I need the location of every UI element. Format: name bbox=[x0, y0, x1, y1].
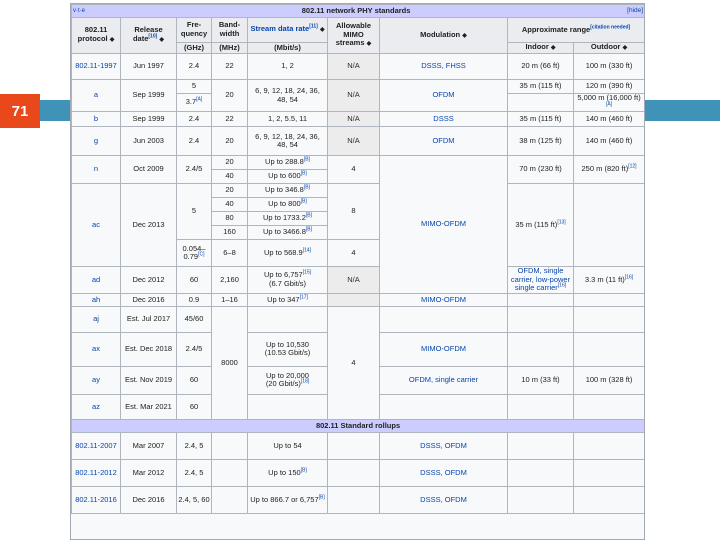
frequency-cell: 2.4, 5 bbox=[177, 459, 212, 486]
frequency-value: 3.7 bbox=[185, 97, 197, 107]
header-bandwidth-unit: (MHz) bbox=[212, 43, 248, 54]
rate-cell bbox=[248, 366, 328, 394]
rate-cell: 1, 2 bbox=[248, 54, 328, 80]
ref-link[interactable]: [B] bbox=[305, 226, 313, 233]
mimo-cell bbox=[328, 486, 380, 513]
header-outdoor-label: Outdoor bbox=[590, 42, 621, 52]
modulation-link[interactable]: DSSS, FHSS bbox=[421, 61, 466, 71]
protocol-link[interactable]: 802.11-2016 bbox=[72, 486, 121, 513]
header-range bbox=[508, 18, 645, 43]
rate-cell: 6, 9, 12, 18, 24, 36, 48, 54 bbox=[248, 127, 328, 156]
frequency-cell bbox=[177, 94, 212, 112]
table-row bbox=[72, 459, 645, 486]
protocol-link[interactable]: 802.11-1997 bbox=[72, 54, 121, 80]
release-cell: Oct 2009 bbox=[121, 156, 177, 184]
rate-value: Up to 6,757 bbox=[263, 270, 303, 280]
outdoor-cell bbox=[574, 306, 645, 332]
sort-icon[interactable]: ◆ bbox=[622, 45, 628, 52]
release-cell: Mar 2007 bbox=[121, 432, 177, 459]
frequency-cell: 60 bbox=[177, 366, 212, 394]
modulation-link[interactable]: MIMO-OFDM bbox=[421, 219, 466, 229]
rate-value: Up to 346.8 bbox=[265, 185, 304, 195]
table-row bbox=[72, 54, 645, 80]
outdoor-cell bbox=[574, 184, 645, 267]
release-cell: Dec 2016 bbox=[121, 293, 177, 306]
sort-icon[interactable]: ◆ bbox=[366, 41, 372, 48]
indoor-cell: 35 m (115 ft) bbox=[508, 80, 574, 94]
bandwidth-cell: 8000 bbox=[212, 306, 248, 419]
bandwidth-cell: 20 bbox=[212, 80, 248, 112]
indoor-value: 3.3 m (11 ft) bbox=[584, 274, 625, 284]
modulation-link[interactable]: OFDM bbox=[432, 90, 455, 100]
protocol-link[interactable]: 802.11-2012 bbox=[72, 459, 121, 486]
header-release-label: Release date bbox=[132, 25, 163, 43]
indoor-cell: 20 m (66 ft) bbox=[508, 54, 574, 80]
modulation-link[interactable]: MIMO-OFDM bbox=[421, 294, 466, 304]
outdoor-value: 250 m (820 ft) bbox=[581, 164, 629, 174]
indoor-value: 35 m (115 ft) bbox=[515, 219, 558, 229]
table-row bbox=[72, 156, 645, 170]
mimo-cell: 4 bbox=[328, 240, 380, 267]
rate-cell bbox=[248, 486, 328, 513]
rollups-title-row bbox=[72, 419, 645, 432]
ref-link[interactable]: [B] bbox=[300, 198, 307, 205]
header-frequency-unit: (GHz) bbox=[177, 43, 212, 54]
header-modulation[interactable] bbox=[380, 18, 508, 54]
ref-link[interactable]: [15] bbox=[302, 269, 312, 276]
rate-value: Up to 568.9 bbox=[263, 247, 303, 257]
rate-value: Up to 288.8 bbox=[265, 157, 304, 167]
outdoor-cell bbox=[574, 394, 645, 419]
modulation-cell bbox=[380, 112, 508, 127]
rate-value: Up to 347 bbox=[267, 294, 300, 304]
protocol-link[interactable]: n bbox=[72, 156, 121, 184]
bandwidth-cell bbox=[212, 432, 248, 459]
phy-standards-table bbox=[71, 4, 645, 514]
indoor-cell bbox=[508, 486, 574, 513]
protocol-link[interactable]: ay bbox=[72, 366, 121, 394]
modulation-link[interactable]: DSSS bbox=[433, 113, 454, 123]
protocol-link[interactable]: az bbox=[72, 394, 121, 419]
frequency-cell: 2.4, 5 bbox=[177, 432, 212, 459]
bandwidth-cell: 40 bbox=[212, 170, 248, 184]
citation-needed-link[interactable]: [citation needed] bbox=[590, 24, 631, 31]
frequency-cell: 2.4 bbox=[177, 127, 212, 156]
modulation-cell bbox=[380, 306, 508, 332]
mimo-cell bbox=[328, 432, 380, 459]
outdoor-cell bbox=[574, 432, 645, 459]
ref-link[interactable]: [A] bbox=[196, 96, 203, 103]
ref-link[interactable]: [16] bbox=[624, 274, 634, 281]
rate-cell bbox=[248, 459, 328, 486]
indoor-cell bbox=[508, 332, 574, 366]
rate-value: Up to 800 bbox=[268, 199, 301, 209]
mimo-cell: N/A bbox=[328, 127, 380, 156]
bandwidth-cell bbox=[212, 459, 248, 486]
rate-value: Up to 20,000 bbox=[266, 370, 309, 380]
modulation-link[interactable]: OFDM bbox=[432, 135, 455, 145]
release-cell: Jun 2003 bbox=[121, 127, 177, 156]
release-cell: Est. Mar 2021 bbox=[121, 394, 177, 419]
rollups-title: 802.11 Standard rollups bbox=[72, 419, 645, 432]
header-range-label: Approximate range bbox=[521, 24, 591, 34]
bandwidth-cell: 20 bbox=[212, 156, 248, 170]
release-cell: Jun 1997 bbox=[121, 54, 177, 80]
table-row bbox=[72, 112, 645, 127]
protocol-link[interactable]: g bbox=[72, 127, 121, 156]
frequency-cell: 5 bbox=[177, 184, 212, 240]
modulation-cell bbox=[380, 293, 508, 306]
rate-cell bbox=[248, 198, 328, 212]
table-row bbox=[72, 80, 645, 94]
table-row bbox=[72, 267, 645, 294]
indoor-cell bbox=[508, 459, 574, 486]
frequency-cell: 5 bbox=[177, 80, 212, 94]
modulation-cell bbox=[380, 432, 508, 459]
outdoor-cell bbox=[574, 459, 645, 486]
sort-icon[interactable]: ◆ bbox=[550, 45, 556, 52]
table-title-cell bbox=[72, 5, 645, 18]
modulation-link[interactable]: MIMO-OFDM bbox=[421, 344, 466, 354]
ref-link[interactable]: [18] bbox=[300, 378, 310, 385]
mimo-cell: 8 bbox=[328, 184, 380, 240]
release-cell: Mar 2012 bbox=[121, 459, 177, 486]
header-bandwidth-label: Band-width bbox=[218, 20, 241, 38]
outdoor-cell: 140 m (460 ft) bbox=[574, 127, 645, 156]
modulation-cell bbox=[380, 366, 508, 394]
frequency-cell: 45/60 bbox=[177, 306, 212, 332]
outdoor-cell bbox=[574, 156, 645, 184]
protocol-link[interactable]: aj bbox=[72, 306, 121, 332]
header-rate-link[interactable]: Stream data rate bbox=[250, 24, 310, 34]
rate-cell bbox=[248, 184, 328, 198]
modulation-cell bbox=[380, 54, 508, 80]
ref-link[interactable]: [10] bbox=[148, 33, 158, 40]
outdoor-value: 5,000 m (16,000 ft) bbox=[577, 93, 641, 102]
indoor-cell bbox=[508, 394, 574, 419]
bandwidth-cell: 40 bbox=[212, 198, 248, 212]
rate-cell bbox=[248, 212, 328, 226]
mimo-cell: N/A bbox=[328, 80, 380, 112]
ref-link[interactable]: [B] bbox=[303, 156, 310, 163]
protocol-link[interactable]: ax bbox=[72, 332, 121, 366]
rate-gbit-value: (6.7 Gbit/s) bbox=[268, 279, 307, 289]
ref-link[interactable]: [14] bbox=[302, 247, 312, 254]
ref-link[interactable]: [B] bbox=[300, 170, 307, 177]
frequency-cell: 2.4 bbox=[177, 54, 212, 80]
release-cell: Dec 2013 bbox=[121, 184, 177, 267]
rate-gbit-value: (20 Gbit/s) bbox=[265, 379, 301, 389]
frequency-cell bbox=[177, 240, 212, 267]
table-row bbox=[72, 184, 645, 198]
header-frequency bbox=[177, 18, 212, 43]
mimo-cell bbox=[328, 293, 380, 306]
bandwidth-cell: 22 bbox=[212, 112, 248, 127]
indoor-cell bbox=[508, 94, 574, 112]
rate-cell: 6, 9, 12, 18, 24, 36, 48, 54 bbox=[248, 80, 328, 112]
modulation-link[interactable]: OFDM, single carrier bbox=[408, 375, 479, 385]
rate-cell bbox=[248, 170, 328, 184]
sort-icon[interactable]: ◆ bbox=[159, 37, 165, 43]
header-modulation-label: Modulation bbox=[420, 29, 461, 39]
modulation-cell bbox=[380, 486, 508, 513]
bandwidth-cell: 6–8 bbox=[212, 240, 248, 267]
header-outdoor[interactable] bbox=[574, 43, 645, 54]
ref-link[interactable]: [B] bbox=[303, 184, 310, 191]
table-row bbox=[72, 306, 645, 332]
ref-link[interactable]: [A] bbox=[605, 101, 613, 108]
protocol-link[interactable]: a bbox=[72, 80, 121, 112]
table-row bbox=[72, 432, 645, 459]
indoor-cell bbox=[508, 432, 574, 459]
modulation-cell bbox=[380, 80, 508, 112]
header-bandwidth bbox=[212, 18, 248, 43]
ref-link[interactable]: [13] bbox=[557, 219, 566, 226]
bandwidth-cell: 2,160 bbox=[212, 267, 248, 294]
rate-cell bbox=[248, 306, 328, 332]
rate-value: Up to 3466.8 bbox=[262, 227, 306, 237]
rate-cell bbox=[248, 226, 328, 240]
header-indoor[interactable] bbox=[508, 43, 574, 54]
mimo-cell: N/A bbox=[328, 267, 380, 294]
ref-link[interactable]: [B] bbox=[318, 494, 325, 501]
bandwidth-cell bbox=[212, 486, 248, 513]
indoor-cell bbox=[574, 267, 645, 294]
header-mimo[interactable] bbox=[328, 18, 380, 54]
frequency-cell: 2.4/5 bbox=[177, 332, 212, 366]
indoor-cell bbox=[508, 293, 574, 306]
modulation-link[interactable]: DSSS, OFDM bbox=[420, 440, 467, 450]
table-row bbox=[72, 486, 645, 513]
rate-cell bbox=[248, 332, 328, 366]
mimo-cell bbox=[328, 459, 380, 486]
rate-gbit-value: (10.53 Gbit/s) bbox=[264, 348, 311, 358]
release-cell: Est. Dec 2018 bbox=[121, 332, 177, 366]
outdoor-cell: 100 m (328 ft) bbox=[574, 366, 645, 394]
ref-link[interactable]: [B] bbox=[305, 212, 313, 219]
table-row bbox=[72, 127, 645, 156]
indoor-cell: 35 m (115 ft) bbox=[508, 112, 574, 127]
table-row bbox=[72, 293, 645, 306]
modulation-cell bbox=[508, 267, 574, 294]
outdoor-cell: 100 m (330 ft) bbox=[574, 54, 645, 80]
modulation-link[interactable]: DSSS, OFDM bbox=[420, 494, 467, 504]
protocol-link[interactable]: ad bbox=[72, 267, 121, 294]
ref-link[interactable]: [16] bbox=[557, 282, 567, 289]
release-cell: Sep 1999 bbox=[121, 80, 177, 112]
release-cell: Dec 2012 bbox=[121, 267, 177, 294]
outdoor-cell bbox=[574, 94, 645, 112]
outdoor-cell bbox=[574, 293, 645, 306]
protocol-link[interactable]: ac bbox=[72, 184, 121, 267]
header-protocol-label: 802.11 protocol bbox=[77, 25, 108, 43]
modulation-cell bbox=[380, 459, 508, 486]
frequency-cell: 60 bbox=[177, 394, 212, 419]
frequency-cell: 2.4 bbox=[177, 112, 212, 127]
header-release[interactable] bbox=[121, 18, 177, 54]
indoor-cell bbox=[508, 184, 574, 267]
table-title: 802.11 network PHY standards bbox=[301, 5, 411, 15]
header-protocol[interactable] bbox=[72, 18, 121, 54]
release-cell: Est. Jul 2017 bbox=[121, 306, 177, 332]
rate-value: Up to 1733.2 bbox=[262, 213, 306, 223]
release-cell: Dec 2016 bbox=[121, 486, 177, 513]
protocol-link[interactable]: b bbox=[72, 112, 121, 127]
rate-value: Up to 866.7 or 6,757 bbox=[250, 494, 319, 504]
header-indoor-label: Indoor bbox=[525, 42, 549, 52]
rate-value: Up to 600 bbox=[268, 171, 301, 181]
sort-icon[interactable]: ◆ bbox=[462, 32, 467, 39]
bandwidth-cell: 20 bbox=[212, 184, 248, 198]
sort-icon[interactable]: ◆ bbox=[319, 27, 325, 34]
rate-cell: Up to 54 bbox=[248, 432, 328, 459]
indoor-cell: 38 m (125 ft) bbox=[508, 127, 574, 156]
frequency-cell: 2.4/5 bbox=[177, 156, 212, 184]
protocol-link[interactable]: ah bbox=[72, 293, 121, 306]
rate-cell bbox=[248, 156, 328, 170]
modulation-link[interactable]: DSSS, OFDM bbox=[420, 467, 467, 477]
ref-link[interactable]: [B] bbox=[300, 467, 307, 474]
mimo-cell: N/A bbox=[328, 54, 380, 80]
rate-cell bbox=[248, 394, 328, 419]
release-cell: Sep 1999 bbox=[121, 112, 177, 127]
rate-value: Up to 150 bbox=[268, 467, 301, 477]
outdoor-cell: 140 m (460 ft) bbox=[574, 112, 645, 127]
modulation-link[interactable]: OFDM, single carrier, low-power single carrier bbox=[510, 266, 571, 293]
mimo-cell: N/A bbox=[328, 112, 380, 127]
bandwidth-cell: 80 bbox=[212, 212, 248, 226]
rate-value: Up to 10,530 bbox=[266, 339, 309, 349]
outdoor-cell: 120 m (390 ft) bbox=[574, 80, 645, 94]
header-frequency-label: Fre-quency bbox=[180, 20, 208, 38]
header-rate-unit: (Mbit/s) bbox=[248, 43, 328, 54]
header-row bbox=[72, 18, 645, 43]
modulation-cell bbox=[380, 127, 508, 156]
sort-icon[interactable]: ◆ bbox=[109, 37, 115, 43]
ref-link[interactable]: [11] bbox=[309, 23, 318, 30]
release-cell: Est. Nov 2019 bbox=[121, 366, 177, 394]
phy-standards-table-screenshot bbox=[70, 3, 645, 540]
indoor-cell: 70 m (230 ft) bbox=[508, 156, 574, 184]
indoor-cell: 10 m (33 ft) bbox=[508, 366, 574, 394]
rate-cell bbox=[248, 267, 328, 294]
outdoor-cell bbox=[574, 486, 645, 513]
frequency-cell: 2.4, 5, 60 bbox=[177, 486, 212, 513]
frequency-cell: 0.9 bbox=[177, 293, 212, 306]
rate-cell: 1, 2, 5.5, 11 bbox=[248, 112, 328, 127]
bandwidth-cell: 160 bbox=[212, 226, 248, 240]
ref-link[interactable]: [17] bbox=[299, 294, 308, 301]
ref-link[interactable]: [C] bbox=[198, 251, 205, 258]
bandwidth-cell: 20 bbox=[212, 127, 248, 156]
bandwidth-cell: 22 bbox=[212, 54, 248, 80]
mimo-cell: 4 bbox=[328, 306, 380, 419]
rate-cell bbox=[248, 240, 328, 267]
navbox-links[interactable]: v·t·e bbox=[73, 7, 85, 14]
frequency-cell: 60 bbox=[177, 267, 212, 294]
modulation-cell bbox=[380, 156, 508, 294]
header-rate bbox=[248, 18, 328, 43]
modulation-cell bbox=[380, 394, 508, 419]
modulation-cell bbox=[380, 332, 508, 366]
frequency-value: 0.054–0.79 bbox=[182, 243, 206, 262]
outdoor-cell bbox=[574, 332, 645, 366]
ref-link[interactable]: [12] bbox=[628, 163, 637, 170]
hide-link[interactable]: [hide] bbox=[627, 6, 644, 14]
table-title-row bbox=[72, 5, 645, 18]
slide-number: 71 bbox=[0, 94, 40, 128]
header-mimo-label: Allowable MIMO streams bbox=[335, 21, 371, 48]
indoor-cell bbox=[508, 306, 574, 332]
protocol-link[interactable]: 802.11-2007 bbox=[72, 432, 121, 459]
bandwidth-cell: 1–16 bbox=[212, 293, 248, 306]
mimo-cell: 4 bbox=[328, 156, 380, 184]
rate-cell bbox=[248, 293, 328, 306]
